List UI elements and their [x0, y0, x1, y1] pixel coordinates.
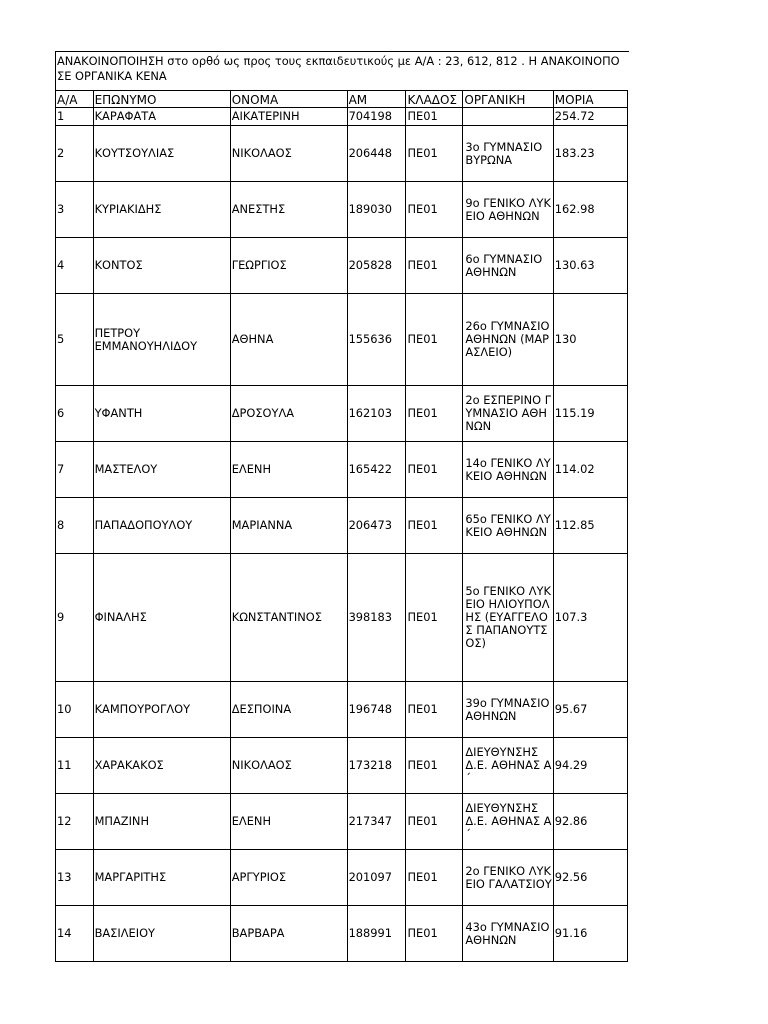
cell-am: 704198 — [347, 108, 406, 126]
cell-am: 206448 — [347, 126, 406, 182]
cell-am: 217347 — [347, 794, 406, 850]
cell-first-name: ΜΑΡΙΑΝΝΑ — [230, 498, 347, 554]
header-am: ΑΜ — [347, 91, 406, 108]
header-points: ΜΟΡΙΑ — [553, 91, 627, 108]
header-organic-post: ΟΡΓΑΝΙΚΗ — [463, 91, 553, 108]
cell-points: 112.85 — [553, 498, 627, 554]
header-row — [56, 91, 628, 108]
cell-surname: ΜΠΑΖΙΝΗ — [93, 794, 230, 850]
header-branch: ΚΛΑΔΟΣ — [406, 91, 463, 108]
cell-points: 130.63 — [553, 238, 627, 294]
cell-surname: ΒΑΣΙΛΕΙΟΥ — [93, 906, 230, 962]
cell-surname: ΠΕΤΡΟΥ ΕΜΜΑΝΟΥΗΛΙΔΟΥ — [93, 294, 230, 386]
cell-aa: 9 — [56, 554, 94, 682]
cell-aa: 14 — [56, 906, 94, 962]
cell-am: 196748 — [347, 682, 406, 738]
cell-branch: ΠΕ01 — [406, 554, 463, 682]
table-row — [56, 182, 628, 238]
cell-points: 107.3 — [553, 554, 627, 682]
cell-am: 173218 — [347, 738, 406, 794]
cell-first-name: ΔΕΣΠΟΙΝΑ — [230, 682, 347, 738]
cell-am: 205828 — [347, 238, 406, 294]
cell-organic-post: 26ο ΓΥΜΝΑΣΙΟ ΑΘΗΝΩΝ (ΜΑΡΑΣΛΕΙΟ) — [463, 294, 553, 386]
cell-aa: 2 — [56, 126, 94, 182]
table-row — [56, 738, 628, 794]
cell-aa: 6 — [56, 386, 94, 442]
cell-organic-post: 39ο ΓΥΜΝΑΣΙΟ ΑΘΗΝΩΝ — [463, 682, 553, 738]
cell-branch: ΠΕ01 — [406, 442, 463, 498]
announcement-cell — [55, 51, 629, 90]
table-row — [56, 850, 628, 906]
cell-surname: ΚΑΡΑΦΑΤΑ — [93, 108, 230, 126]
header-aa: Α/Α — [56, 91, 94, 108]
cell-am: 155636 — [347, 294, 406, 386]
cell-aa: 8 — [56, 498, 94, 554]
cell-branch: ΠΕ01 — [406, 682, 463, 738]
cell-points: 91.16 — [553, 906, 627, 962]
cell-points: 254.72 — [553, 108, 627, 126]
table-row — [56, 682, 628, 738]
cell-first-name: ΕΛΕΝΗ — [230, 794, 347, 850]
spreadsheet-page — [55, 51, 629, 962]
cell-surname: ΥΦΑΝΤΗ — [93, 386, 230, 442]
cell-organic-post: 14ο ΓΕΝΙΚΟ ΛΥΚΕΙΟ ΑΘΗΝΩΝ — [463, 442, 553, 498]
cell-branch: ΠΕ01 — [406, 126, 463, 182]
cell-first-name: ΝΙΚΟΛΑΟΣ — [230, 126, 347, 182]
cell-organic-post — [463, 108, 553, 126]
cell-first-name: ΕΛΕΝΗ — [230, 442, 347, 498]
cell-am: 201097 — [347, 850, 406, 906]
table-row — [56, 442, 628, 498]
cell-aa: 1 — [56, 108, 94, 126]
cell-first-name: ΑΝΕΣΤΗΣ — [230, 182, 347, 238]
table-row — [56, 498, 628, 554]
cell-branch: ΠΕ01 — [406, 498, 463, 554]
cell-branch: ΠΕ01 — [406, 386, 463, 442]
cell-aa: 10 — [56, 682, 94, 738]
cell-first-name: ΔΡΟΣΟΥΛΑ — [230, 386, 347, 442]
cell-surname: ΚΟΥΤΣΟΥΛΙΑΣ — [93, 126, 230, 182]
cell-aa: 5 — [56, 294, 94, 386]
table-row — [56, 906, 628, 962]
cell-first-name: ΚΩΝΣΤΑΝΤΙΝΟΣ — [230, 554, 347, 682]
table-row — [56, 126, 628, 182]
cell-points: 115.19 — [553, 386, 627, 442]
cell-branch: ΠΕ01 — [406, 108, 463, 126]
cell-organic-post: 2ο ΓΕΝΙΚΟ ΛΥΚΕΙΟ ΓΑΛΑΤΣΙΟΥ — [463, 850, 553, 906]
cell-surname: ΧΑΡΑΚΑΚΟΣ — [93, 738, 230, 794]
cell-aa: 3 — [56, 182, 94, 238]
cell-surname: ΦΙΝΑΛΗΣ — [93, 554, 230, 682]
cell-branch: ΠΕ01 — [406, 794, 463, 850]
table-row — [56, 108, 628, 126]
cell-branch: ΠΕ01 — [406, 738, 463, 794]
cell-surname: ΚΑΜΠΟΥΡΟΓΛΟΥ — [93, 682, 230, 738]
table-row — [56, 386, 628, 442]
table-row — [56, 794, 628, 850]
cell-am: 188991 — [347, 906, 406, 962]
cell-organic-post: 3ο ΓΥΜΝΑΣΙΟ ΒΥΡΩΝΑ — [463, 126, 553, 182]
results-table — [55, 90, 628, 962]
cell-branch: ΠΕ01 — [406, 906, 463, 962]
cell-points: 94.29 — [553, 738, 627, 794]
table-row — [56, 294, 628, 386]
cell-organic-post: 2ο ΕΣΠΕΡΙΝΟ ΓΥΜΝΑΣΙΟ ΑΘΗΝΩΝ — [463, 386, 553, 442]
cell-organic-post: 43ο ΓΥΜΝΑΣΙΟ ΑΘΗΝΩΝ — [463, 906, 553, 962]
cell-branch: ΠΕ01 — [406, 294, 463, 386]
cell-points: 130 — [553, 294, 627, 386]
cell-first-name: ΒΑΡΒΑΡΑ — [230, 906, 347, 962]
cell-surname: ΜΑΣΤΕΛΟΥ — [93, 442, 230, 498]
cell-surname: ΚΥΡΙΑΚΙΔΗΣ — [93, 182, 230, 238]
cell-first-name: ΝΙΚΟΛΑΟΣ — [230, 738, 347, 794]
cell-points: 92.56 — [553, 850, 627, 906]
cell-surname: ΠΑΠΑΔΟΠΟΥΛΟΥ — [93, 498, 230, 554]
cell-aa: 13 — [56, 850, 94, 906]
cell-am: 206473 — [347, 498, 406, 554]
cell-aa: 7 — [56, 442, 94, 498]
cell-organic-post: ΔΙΕΥΘΥΝΣΗΣ Δ.Ε. ΑΘΗΝΑΣ Α΄ — [463, 738, 553, 794]
cell-am: 162103 — [347, 386, 406, 442]
cell-branch: ΠΕ01 — [406, 238, 463, 294]
cell-branch: ΠΕ01 — [406, 850, 463, 906]
cell-am: 398183 — [347, 554, 406, 682]
cell-first-name: ΑΡΓΥΡΙΟΣ — [230, 850, 347, 906]
cell-points: 92.86 — [553, 794, 627, 850]
cell-organic-post: 5ο ΓΕΝΙΚΟ ΛΥΚΕΙΟ ΗΛΙΟΥΠΟΛΗΣ (ΕΥΑΓΓΕΛΟΣ ΠΑΠΑΝΟΥΤΣΟΣ) — [463, 554, 553, 682]
cell-first-name: ΑΙΚΑΤΕΡΙΝΗ — [230, 108, 347, 126]
cell-surname: ΚΟΝΤΟΣ — [93, 238, 230, 294]
cell-aa: 12 — [56, 794, 94, 850]
cell-aa: 4 — [56, 238, 94, 294]
announcement-line-2: ΣΕ ΟΡΓΑΝΙΚΑ ΚΕΝΑ — [57, 69, 167, 83]
cell-points: 95.67 — [553, 682, 627, 738]
cell-organic-post: 6ο ΓΥΜΝΑΣΙΟ ΑΘΗΝΩΝ — [463, 238, 553, 294]
header-first-name: ΟΝΟΜΑ — [230, 91, 347, 108]
cell-surname: ΜΑΡΓΑΡΙΤΗΣ — [93, 850, 230, 906]
cell-points: 114.02 — [553, 442, 627, 498]
announcement-line-1: ΑΝΑΚΟΙΝΟΠΟΙΗΣΗ στο ορθό ως προς τους εκπαιδευτικούς με Α/Α : 23, 612, 812 . Η ΑΝΑΚΟΙΝΟΠΟ — [57, 54, 620, 68]
cell-first-name: ΓΕΩΡΓΙΟΣ — [230, 238, 347, 294]
cell-branch: ΠΕ01 — [406, 182, 463, 238]
header-surname: ΕΠΩΝΥΜΟ — [93, 91, 230, 108]
table-row — [56, 554, 628, 682]
cell-aa: 11 — [56, 738, 94, 794]
cell-points: 162.98 — [553, 182, 627, 238]
cell-am: 165422 — [347, 442, 406, 498]
cell-organic-post: ΔΙΕΥΘΥΝΣΗΣ Δ.Ε. ΑΘΗΝΑΣ Α΄ — [463, 794, 553, 850]
cell-organic-post: 9ο ΓΕΝΙΚΟ ΛΥΚΕΙΟ ΑΘΗΝΩΝ — [463, 182, 553, 238]
cell-points: 183.23 — [553, 126, 627, 182]
cell-organic-post: 65ο ΓΕΝΙΚΟ ΛΥΚΕΙΟ ΑΘΗΝΩΝ — [463, 498, 553, 554]
cell-am: 189030 — [347, 182, 406, 238]
table-row — [56, 238, 628, 294]
cell-first-name: ΑΘΗΝΑ — [230, 294, 347, 386]
